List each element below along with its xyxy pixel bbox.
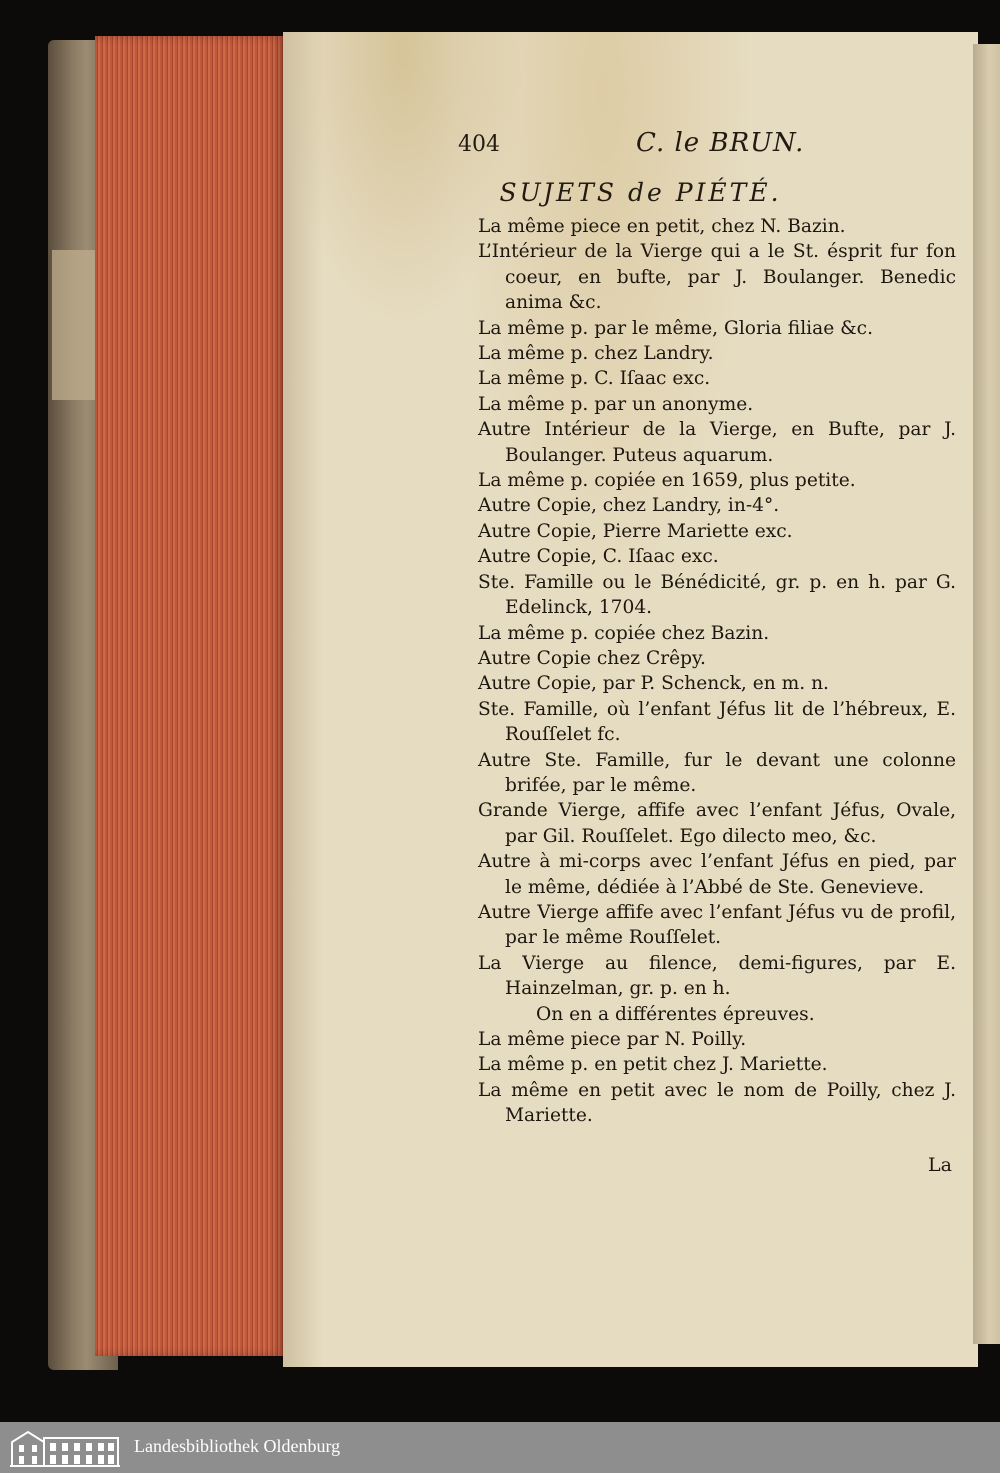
footer-bar [0,1422,1000,1473]
running-head: C. le BRUN. [636,128,805,158]
catalog-entry: La même piece par N. Poilly. [478,1029,747,1050]
catalog-entry: Ste. Famille ou le Bénédicité, gr. p. en h. par G. Edelinck, 1704. [478,571,956,619]
facing-page-edge [973,44,1000,1344]
catalog-entry: La même p. C. Iſaac exc. [478,368,711,390]
red-page-edges [95,36,285,1356]
catalog-entry: Autre Copie, C. Iſaac exc. [478,546,719,568]
catalog-entry: Grande Vierge, affife avec l’enfant Jéfus, Ovale, par Gil. Rouſſelet. Ego dilecto meo, &c. [478,800,956,847]
section-heading: SUJETS de PIÉTÉ. [499,178,782,207]
page-header [283,124,978,164]
catalog-entry: La même en petit avec le nom de Poilly, chez J. Mariette. [478,1079,956,1127]
catalog-entry: L’Intérieur de la Vierge qui a le St. ésprit fur fon coeur, en bufte, par J. Boulanger. Benedic anima &c. [478,241,956,314]
catalog-entry: La même p. copiée chez Bazin. [478,622,770,644]
page-number: 404 [458,132,500,157]
catalog-entry: Autre Copie, chez Landry, in-4°. [478,495,780,517]
catalog-entry: La même p. copiée en 1659, plus petite. [478,470,856,492]
catalog-entry: La même p. par le même, Gloria filiae &c. [478,317,873,339]
catchword: La [928,1154,952,1176]
catalog-entry: La même p. par un anonyme. [478,393,754,415]
catalog-entry: La même piece en petit, chez N. Bazin. [478,216,846,237]
catalog-entry: Autre Vierge affife avec l’enfant Jéfus vu de profil, par le même Rouſſelet. [478,901,956,949]
catalog-entry: Autre Copie, par P. Schenck, en m. n. [478,673,829,695]
catalog-entry: Autre à mi-corps avec l’enfant Jéfus en pied, par le même, dédiée à l’Abbé de Ste. Genevieve. [478,851,956,898]
catalog-entry: La même p. en petit chez J. Mariette. [478,1054,828,1076]
catalog-entry: Autre Ste. Famille, fur le devant une colonne brifée, par le même. [478,749,956,796]
catalog-entry: Ste. Famille, où l’enfant Jéfus lit de l’hébreux, E. Rouſſelet fc. [478,698,956,746]
catalog-entries [478,214,956,1129]
library-building-icon [8,1428,122,1468]
catalog-entry: Autre Intérieur de la Vierge, en Bufte, par J. Boulanger. Puteus aquarum. [478,419,956,466]
library-name: Landesbibliothek Oldenburg [134,1436,341,1456]
catalog-entry: La Vierge au filence, demi-figures, par E. Hainzelman, gr. p. en h. [478,952,956,1000]
catalog-entry: Autre Copie chez Crêpy. [478,647,706,669]
catalog-note: On en a différentes épreuves. [536,1003,815,1025]
catalog-entry: Autre Copie, Pierre Mariette exc. [478,520,793,542]
catalog-entry: La même p. chez Landry. [478,343,714,365]
